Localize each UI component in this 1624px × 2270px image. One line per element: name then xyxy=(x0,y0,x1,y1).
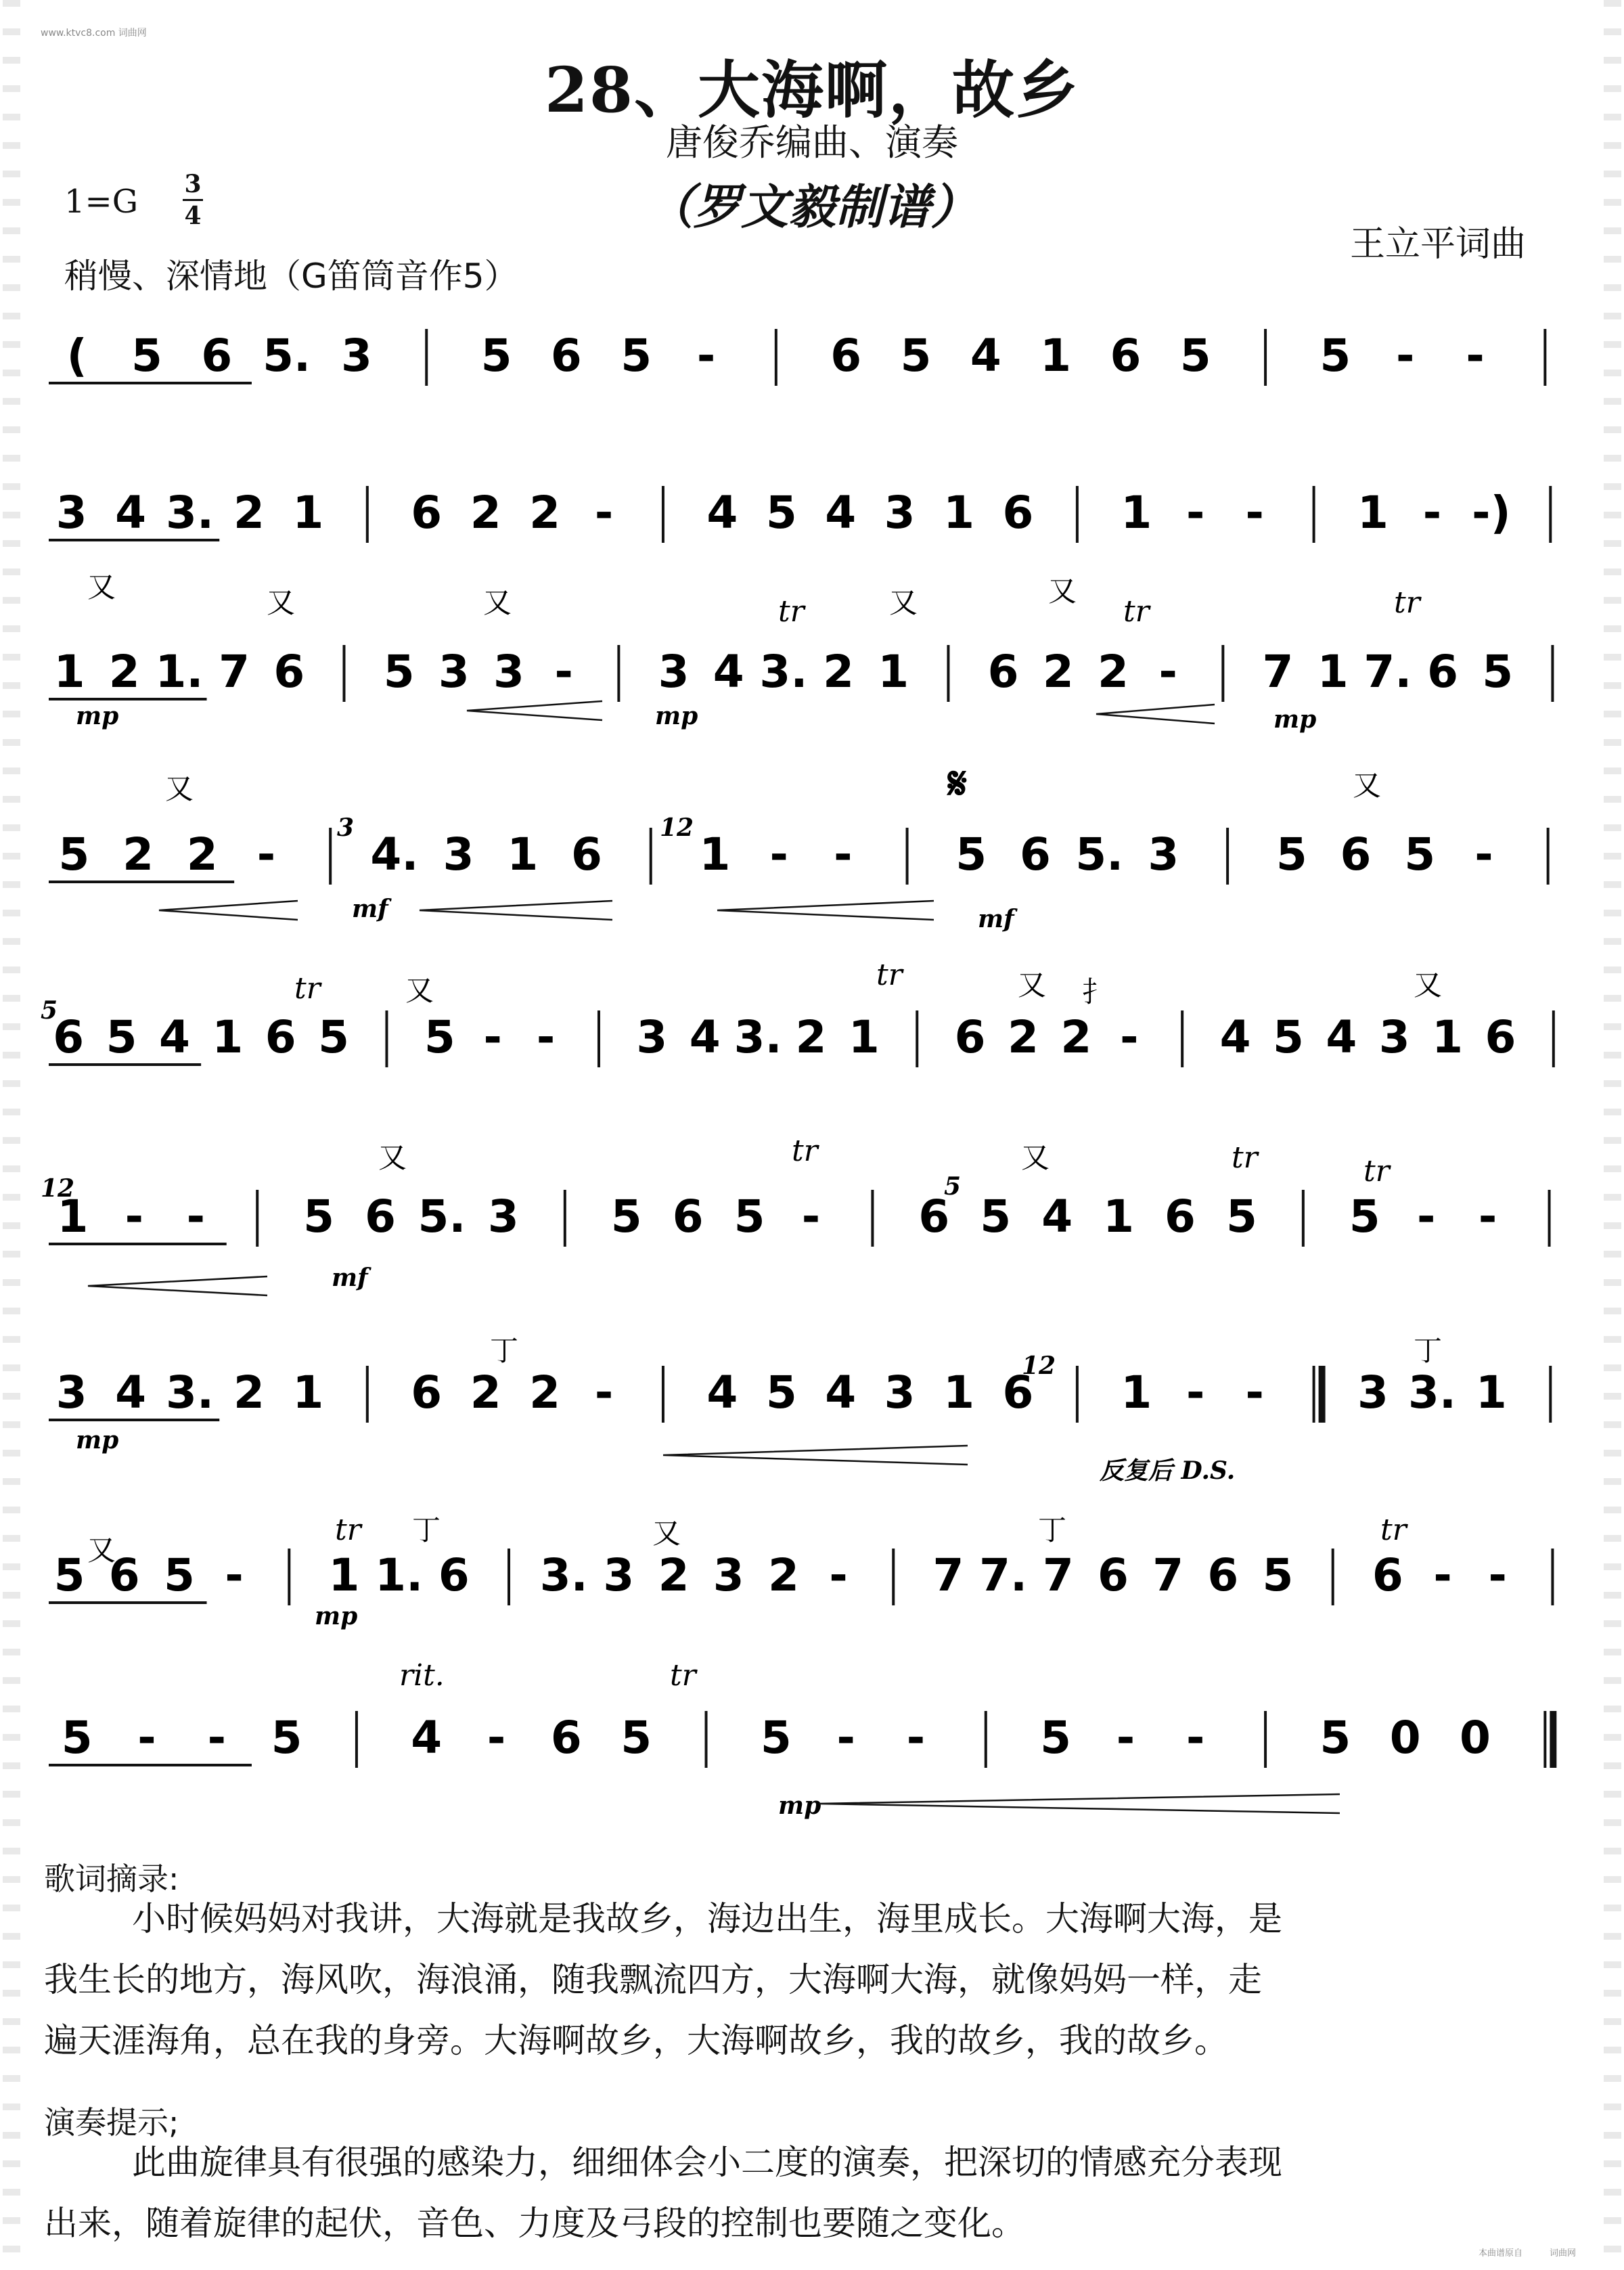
note: 5 xyxy=(1272,1011,1304,1063)
note: 3. xyxy=(1407,1366,1456,1419)
note: 3 xyxy=(443,828,474,881)
note: 1 xyxy=(507,828,539,881)
note: 5 xyxy=(318,1011,350,1063)
note: 7. xyxy=(979,1549,1028,1601)
note: 7 xyxy=(219,646,250,698)
note: - xyxy=(769,828,788,881)
note: 2 xyxy=(122,828,154,881)
note: 5 xyxy=(303,1190,335,1243)
note: 2 xyxy=(529,487,561,539)
note: 2 xyxy=(233,487,265,539)
note: 5 xyxy=(955,828,987,881)
trill-mark: tr xyxy=(294,971,321,1006)
note: 3 xyxy=(658,646,690,698)
fingering-you-mark: 又 xyxy=(482,586,512,619)
note: 4 xyxy=(970,330,1001,382)
site-watermark: www.ktvc8.com 词曲网 xyxy=(41,28,147,39)
arranger-credit: （罗文毅制谱） xyxy=(646,179,978,235)
note: 2 xyxy=(795,1011,827,1063)
note: 0 xyxy=(1460,1712,1491,1764)
note: 6 xyxy=(987,646,1019,698)
note: 4 xyxy=(158,1011,190,1063)
dal-segno-mark: 反复后 D.S. xyxy=(1100,1456,1236,1485)
trill-mark: tr xyxy=(1380,1513,1407,1547)
fingering-feng-mark: 扌 xyxy=(1081,975,1111,1008)
note: - xyxy=(554,646,573,698)
grace-note-3: 3 xyxy=(337,814,355,842)
dynamic-mp: mp xyxy=(76,1426,119,1454)
note: 3. xyxy=(734,1011,782,1063)
note: 6 xyxy=(438,1549,470,1601)
note: 1 xyxy=(53,646,85,698)
note: 5 xyxy=(1404,828,1436,881)
fingering-ding-mark: 丁 xyxy=(1413,1334,1443,1367)
note: 3 xyxy=(438,646,470,698)
note: 2 xyxy=(186,828,218,881)
note: 6 xyxy=(550,1712,582,1764)
note: 3 xyxy=(487,1190,519,1243)
note: - xyxy=(536,1011,556,1063)
performance-notes-heading: 演奏提示; xyxy=(44,2104,179,2141)
note: 1 xyxy=(943,1366,975,1419)
note: 1. xyxy=(375,1549,424,1601)
note: 5 xyxy=(163,1549,195,1601)
note: 5 xyxy=(1320,330,1351,382)
note: - xyxy=(186,1190,206,1243)
note: - xyxy=(834,828,853,881)
note: - xyxy=(483,1011,502,1063)
note: 1 xyxy=(1317,646,1349,698)
note: 1 xyxy=(1475,1366,1507,1419)
note: 1 xyxy=(1121,487,1152,539)
notes-line: 出来，随着旋律的起伏，音色、力度及弓段的控制也要随之变化。 xyxy=(44,2204,1025,2243)
note: 1 xyxy=(1357,487,1389,539)
note: 6 xyxy=(954,1011,986,1063)
note: 1 xyxy=(57,1190,89,1243)
note: 1 xyxy=(1103,1190,1135,1243)
note: 5 xyxy=(131,330,162,382)
trill-mark: tr xyxy=(876,958,903,992)
note: 5. xyxy=(1075,828,1124,881)
fingering-you-mark: 又 xyxy=(87,571,116,604)
note: 5 xyxy=(1349,1190,1380,1243)
note: 5 xyxy=(760,1712,792,1764)
note: 3. xyxy=(166,487,215,539)
note: 6 xyxy=(918,1190,950,1243)
note: 2 xyxy=(767,1549,799,1601)
note: 6 xyxy=(365,1190,397,1243)
note: - xyxy=(829,1549,848,1601)
note: - xyxy=(1422,487,1442,539)
note: 6 xyxy=(273,646,305,698)
note: 5 xyxy=(765,487,797,539)
note: 5 xyxy=(980,1190,1012,1243)
note: 2 xyxy=(1008,1011,1039,1063)
notes-line: 此曲旋律具有很强的感染力，细细体会小二度的演奏，把深切的情感充分表现 xyxy=(132,2143,1282,2182)
note: 3 xyxy=(603,1549,635,1601)
note: 5 xyxy=(383,646,415,698)
trill-mark: tr xyxy=(335,1513,361,1547)
grace-note-12: 12 xyxy=(660,814,694,842)
note: 1 xyxy=(878,646,909,698)
note: 5 xyxy=(53,1549,85,1601)
note: 6 xyxy=(571,828,602,881)
lyrics-text xyxy=(44,1888,1580,2071)
fingering-you-mark: 又 xyxy=(1413,969,1443,1002)
note: 6 xyxy=(1340,828,1372,881)
note: 3 xyxy=(340,330,372,382)
note: 3 xyxy=(884,487,916,539)
note: 3 xyxy=(713,1549,744,1601)
grace-note-5: 5 xyxy=(944,1172,962,1201)
note: 6 xyxy=(53,1011,85,1063)
note: 5 xyxy=(621,1712,652,1764)
note: 6 xyxy=(1020,828,1051,881)
note: - xyxy=(207,1712,226,1764)
fingering-you-mark: 又 xyxy=(87,1534,116,1567)
note: - xyxy=(594,487,614,539)
note: 4 xyxy=(115,487,147,539)
note: 5. xyxy=(263,330,311,382)
note: 6 xyxy=(1098,1549,1129,1601)
trill-mark: tr xyxy=(778,594,805,629)
trill-mark: tr xyxy=(792,1134,818,1168)
fingering-you-mark: 又 xyxy=(1352,769,1382,802)
fingering-you-mark: 又 xyxy=(164,772,194,805)
note: 1 xyxy=(292,487,324,539)
note: 2 xyxy=(823,646,855,698)
song-subtitle: 唐俊乔编曲、演奏 xyxy=(666,121,958,164)
note: 3 xyxy=(1148,828,1179,881)
lyrics-line: 遍天涯海角，总在我的身旁。大海啊故乡，大海啊故乡，我的故乡，我的故乡。 xyxy=(44,2021,1228,2060)
note: 3 xyxy=(884,1366,916,1419)
note: 6 xyxy=(1002,1366,1034,1419)
note: 4 xyxy=(825,487,857,539)
note: - xyxy=(1186,1712,1205,1764)
note: 3. xyxy=(166,1366,215,1419)
fingering-ding-mark: 丁 xyxy=(1037,1513,1067,1546)
footer-source-tag: 本曲谱原自 xyxy=(1479,2248,1523,2258)
note: 2 xyxy=(658,1549,690,1601)
note: 1. xyxy=(155,646,204,698)
note: - xyxy=(1120,1011,1139,1063)
note: 5 xyxy=(765,1366,797,1419)
note: 6 xyxy=(411,1366,443,1419)
note: 4 xyxy=(706,1366,738,1419)
grace-note-5: 5 xyxy=(41,996,58,1025)
note: 6 xyxy=(1485,1011,1516,1063)
note: 5 xyxy=(1040,1712,1072,1764)
note: - xyxy=(1116,1712,1135,1764)
note: 5 xyxy=(1276,828,1307,881)
note: - xyxy=(1488,1549,1507,1601)
note: 5 xyxy=(734,1190,765,1243)
note: 3 xyxy=(1357,1366,1389,1419)
note: - xyxy=(1478,1190,1497,1243)
note: - xyxy=(125,1190,144,1243)
lyrics-heading: 歌词摘录: xyxy=(44,1861,179,1897)
trill-mark: tr xyxy=(1232,1140,1258,1175)
note: 3 xyxy=(1378,1011,1410,1063)
note: - xyxy=(256,828,276,881)
note: 5 xyxy=(1482,646,1514,698)
dynamic-mp: mp xyxy=(1273,705,1317,734)
fingering-you-mark: 又 xyxy=(405,974,434,1007)
fingering-ding-mark: 丁 xyxy=(489,1334,519,1367)
note: 1 xyxy=(212,1011,244,1063)
dynamic-mf: mf xyxy=(978,905,1014,933)
note: 0 xyxy=(1389,1712,1421,1764)
fingering-you-mark: 又 xyxy=(888,586,918,619)
note: 6 xyxy=(550,330,582,382)
crescendo-hairpin xyxy=(420,901,612,920)
note: 3. xyxy=(759,646,808,698)
note: 6 xyxy=(672,1190,704,1243)
note: 4. xyxy=(370,828,419,881)
song-title: 28、大海啊，故乡 xyxy=(544,53,1080,127)
note: 4 xyxy=(1219,1011,1251,1063)
fingering-you-mark: 又 xyxy=(1017,969,1047,1002)
tempo-marking: 稍慢、深情地（G笛筒音作5） xyxy=(64,257,518,296)
note: - xyxy=(1433,1549,1452,1601)
note: 5 xyxy=(61,1712,93,1764)
note: 7 xyxy=(1152,1549,1184,1601)
note: 5 xyxy=(610,1190,642,1243)
note: 2 xyxy=(470,487,501,539)
fingering-you-mark: 又 xyxy=(1020,1141,1050,1174)
crescendo-hairpin xyxy=(159,901,298,920)
note: 4 xyxy=(115,1366,147,1419)
note: - xyxy=(1186,487,1205,539)
note: - xyxy=(225,1549,244,1601)
note: 1 xyxy=(848,1011,880,1063)
note: - xyxy=(696,330,716,382)
note: 2 xyxy=(1098,646,1129,698)
note: 5 xyxy=(1225,1190,1257,1243)
note: 7. xyxy=(1363,646,1412,698)
note: - xyxy=(1186,1366,1205,1419)
note: 1 xyxy=(699,828,731,881)
dynamic-mf: mf xyxy=(352,895,388,923)
segno-mark: 𝄋 xyxy=(947,757,968,809)
note: 4 xyxy=(1326,1011,1357,1063)
fingering-you-mark: 又 xyxy=(266,586,296,619)
note: 1 xyxy=(943,487,975,539)
note: 1 xyxy=(328,1549,360,1601)
note: 7 xyxy=(932,1549,964,1601)
note: - xyxy=(1474,828,1493,881)
note: 6 xyxy=(108,1549,140,1601)
note: 5 xyxy=(271,1712,302,1764)
dynamic-mp: mp xyxy=(76,702,119,730)
note: 1 xyxy=(292,1366,324,1419)
fingering-you-mark: 又 xyxy=(652,1517,681,1550)
trill-mark: tr xyxy=(1363,1154,1390,1188)
note: 3 xyxy=(636,1011,668,1063)
key-signature: 1=G xyxy=(64,183,139,221)
performance-notes-text xyxy=(44,2132,1580,2254)
note: 4 xyxy=(706,487,738,539)
note: - xyxy=(1245,1366,1264,1419)
note: 7 xyxy=(1262,646,1294,698)
note: 5 xyxy=(106,1011,137,1063)
ritardando-mark: rit. xyxy=(399,1658,445,1693)
note: 5 xyxy=(621,330,652,382)
note: 6 xyxy=(1165,1190,1196,1243)
trill-mark: tr xyxy=(1394,585,1420,620)
note: 2 xyxy=(529,1366,561,1419)
note: 5 xyxy=(58,828,90,881)
note: 3 xyxy=(55,487,87,539)
fingering-you-mark: 又 xyxy=(378,1141,407,1174)
note: - xyxy=(801,1190,821,1243)
note: 5 xyxy=(480,330,512,382)
note: 2 xyxy=(108,646,140,698)
note: 4 xyxy=(825,1366,857,1419)
note: - xyxy=(906,1712,926,1764)
fingering-ding-mark: 丁 xyxy=(411,1513,441,1546)
dynamic-mp: mp xyxy=(778,1791,821,1820)
note: 5 xyxy=(1179,330,1211,382)
crescendo-hairpin xyxy=(717,901,934,920)
note: 6 xyxy=(1207,1549,1239,1601)
note: 2 xyxy=(1042,646,1074,698)
crescendo-hairpin xyxy=(88,1276,267,1295)
note: 5 xyxy=(900,330,932,382)
crescendo-hairpin xyxy=(819,1794,1340,1813)
dynamic-mf: mf xyxy=(332,1264,368,1292)
crescendo-hairpin xyxy=(467,701,602,720)
note: 2 xyxy=(1060,1011,1092,1063)
note: 2 xyxy=(233,1366,265,1419)
note: 4 xyxy=(713,646,744,698)
note: 1 xyxy=(1432,1011,1464,1063)
note: 6 xyxy=(265,1011,296,1063)
lyrics-line: 小时候妈妈对我讲，大海就是我故乡，海边出生，海里成长。大海啊大海，是 xyxy=(132,1899,1282,1938)
note: 5 xyxy=(1262,1549,1294,1601)
note: - xyxy=(1158,646,1177,698)
note: 3. xyxy=(539,1549,588,1601)
crescendo-hairpin xyxy=(1096,705,1215,724)
time-signature-bottom: 4 xyxy=(184,202,202,230)
note: - xyxy=(1416,1190,1436,1243)
note: 6 xyxy=(830,330,862,382)
note: 4 xyxy=(411,1712,443,1764)
note: 4 xyxy=(1041,1190,1073,1243)
note: 5 xyxy=(424,1011,455,1063)
note: 1 xyxy=(1121,1366,1152,1419)
note: 6 xyxy=(1372,1549,1403,1601)
note: 6 xyxy=(411,487,443,539)
dynamic-mp: mp xyxy=(655,702,698,730)
note: 6 xyxy=(1002,487,1034,539)
lyrics-line: 我生长的地方，海风吹，海浪涌，随我飘流四方，大海啊大海，就像妈妈一样，走 xyxy=(44,1960,1262,1999)
note: - xyxy=(1245,487,1264,539)
note: 2 xyxy=(470,1366,501,1419)
grace-note-12: 12 xyxy=(41,1174,75,1203)
note: 1 xyxy=(1040,330,1072,382)
grace-note-12: 12 xyxy=(1022,1352,1056,1380)
note: - xyxy=(836,1712,855,1764)
note: - xyxy=(594,1366,614,1419)
trill-mark: tr xyxy=(1123,594,1150,629)
note: 6 xyxy=(1110,330,1142,382)
note: - xyxy=(137,1712,156,1764)
crescendo-hairpin xyxy=(663,1446,968,1465)
time-signature-top: 3 xyxy=(184,170,202,198)
dynamic-mp: mp xyxy=(315,1602,358,1630)
note: 4 xyxy=(689,1011,721,1063)
note: 3 xyxy=(55,1366,87,1419)
trill-mark: tr xyxy=(670,1658,696,1693)
note: 5 xyxy=(1320,1712,1351,1764)
note: -) xyxy=(1472,487,1511,539)
composer-credit: 王立平词曲 xyxy=(1350,224,1527,265)
fingering-you-mark: 又 xyxy=(1047,575,1077,608)
note: - xyxy=(1396,330,1415,382)
note: - xyxy=(487,1712,506,1764)
note: 3 xyxy=(493,646,524,698)
note: ( xyxy=(66,330,87,382)
note: 6 xyxy=(1427,646,1459,698)
note: 5. xyxy=(418,1190,466,1243)
note: 6 xyxy=(201,330,233,382)
footer-site-tag: 词曲网 xyxy=(1550,2248,1577,2258)
note: - xyxy=(1466,330,1485,382)
note: 7 xyxy=(1042,1549,1074,1601)
